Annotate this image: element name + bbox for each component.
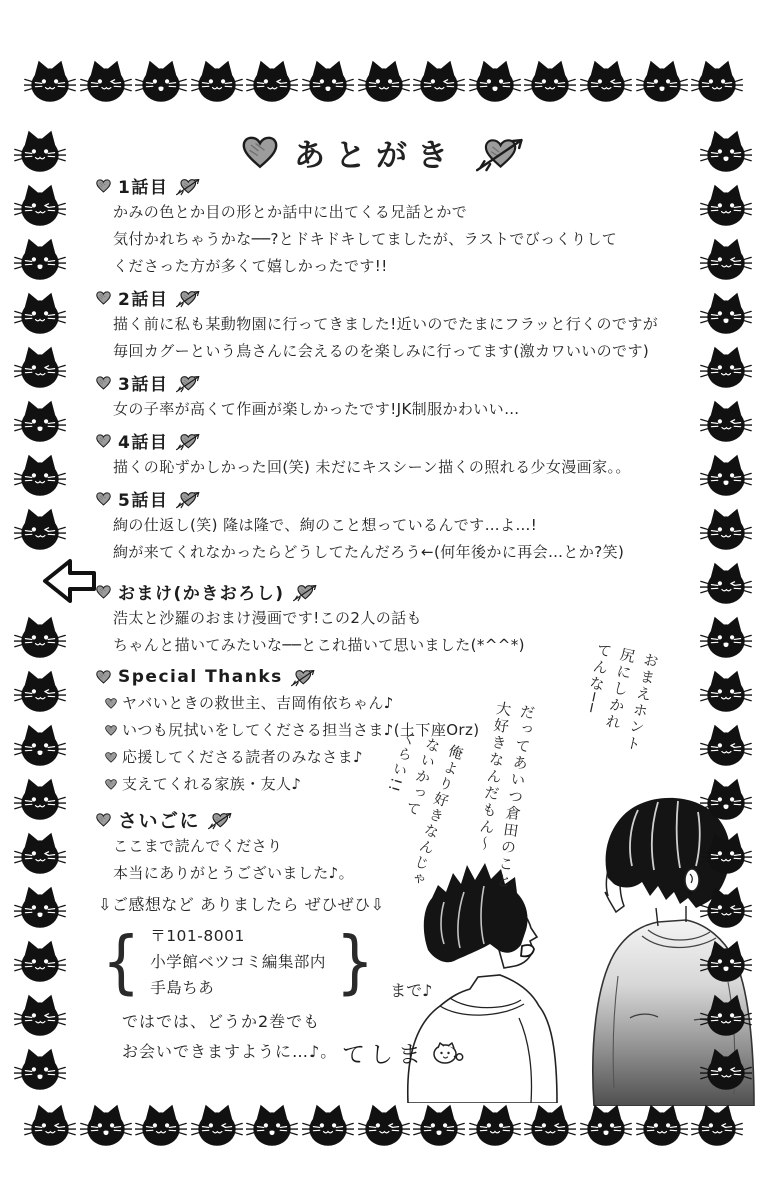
black-cat-face-icon <box>246 1102 298 1148</box>
black-cat-face-icon <box>14 506 66 552</box>
section-heading <box>96 427 671 454</box>
black-cat-face-icon <box>191 58 243 104</box>
black-cat-face-icon <box>700 668 752 714</box>
black-cat-face-icon <box>14 128 66 174</box>
heart-icon <box>96 179 111 193</box>
heart-arrow-icon <box>175 373 201 393</box>
heart-icon <box>242 136 278 169</box>
heart-arrow-icon <box>290 667 316 687</box>
section-text-line: 描くの恥ずかしかった回(笑) 未だにキスシーン描くの照れる少女漫画家。。 <box>113 458 631 476</box>
heart-arrow-icon <box>175 176 201 196</box>
black-cat-face-icon <box>14 236 66 282</box>
black-cat-face-icon <box>302 1102 354 1148</box>
signature-text: てしま <box>342 1042 426 1068</box>
black-cat-face-icon <box>469 58 521 104</box>
black-cat-face-icon <box>700 614 752 660</box>
black-cat-face-icon <box>700 884 752 930</box>
black-cat-face-icon <box>700 560 752 606</box>
section-heading <box>96 172 671 199</box>
section-heading <box>96 369 671 396</box>
feedback-request-line: ⇩ご感想など ありましたら ぜひぜひ⇩ <box>98 895 385 914</box>
section-text-line: くださった方が多くて嬉しかったです!! <box>113 257 388 275</box>
black-cat-face-icon <box>700 398 752 444</box>
section-heading <box>96 578 671 605</box>
mailing-address <box>102 923 671 1001</box>
black-cat-face-icon <box>14 668 66 714</box>
black-cat-face-icon <box>636 1102 688 1148</box>
black-cat-face-icon <box>14 290 66 336</box>
black-cat-face-icon <box>700 236 752 282</box>
right-brace: } <box>335 921 375 1003</box>
section-7 <box>96 663 671 798</box>
page-title-text: あとがき <box>294 138 458 174</box>
black-cat-face-icon <box>580 1102 632 1148</box>
black-cat-face-icon <box>700 290 752 336</box>
closing-line-1: ではでは、どうか2巻でも <box>122 1012 321 1031</box>
heart-arrow-icon <box>474 133 526 173</box>
black-cat-face-icon <box>14 938 66 984</box>
heart-icon <box>96 492 111 506</box>
thanks-item-text: ヤバいときの救世主、吉岡侑依ちゃん♪ <box>122 694 394 712</box>
black-cat-face-icon <box>524 1102 576 1148</box>
section-heading <box>96 663 671 690</box>
section-heading-text: 2話目 <box>118 290 169 310</box>
section-4 <box>96 427 671 481</box>
section-heading-text: 4話目 <box>118 433 169 453</box>
closing-line-2: お会いできますように…♪。 <box>122 1042 338 1061</box>
section-heading-text: さいごに <box>118 810 201 832</box>
black-cat-face-icon <box>700 938 752 984</box>
left-arrow-icon <box>42 556 98 606</box>
black-cat-face-icon <box>358 1102 410 1148</box>
black-cat-face-icon <box>191 1102 243 1148</box>
black-cat-face-icon <box>524 58 576 104</box>
address-publisher: 小学館ベツコミ編集部内 <box>150 953 326 971</box>
heart-arrow-icon <box>175 431 201 451</box>
black-cat-face-icon <box>700 452 752 498</box>
section-1 <box>96 172 671 280</box>
section-heading-text: おまけ(かきおろし) <box>118 584 285 604</box>
black-cat-face-icon <box>14 452 66 498</box>
black-cat-face-icon <box>358 58 410 104</box>
address-lines <box>150 923 326 1001</box>
black-cat-face-icon <box>80 58 132 104</box>
section-list <box>96 172 671 887</box>
black-cat-face-icon <box>413 58 465 104</box>
section-text-line: 女の子率が高くて作画が楽しかったです!JK制服かわいい… <box>113 400 520 418</box>
black-cat-face-icon <box>14 992 66 1038</box>
left-brace: { <box>102 921 141 1003</box>
section-3 <box>96 369 671 423</box>
section-text-line: 気付かれちゃうかな──?とドキドキしてましたが、ラストでびっくりして <box>113 230 618 248</box>
black-cat-face-icon <box>636 58 688 104</box>
thanks-item <box>96 771 671 798</box>
thanks-item-text: 応援してくださる読者のみなさま♪ <box>122 748 363 766</box>
thanks-item <box>96 690 671 717</box>
heart-arrow-icon <box>175 288 201 308</box>
heart-arrow-icon <box>207 810 233 830</box>
black-cat-face-icon <box>469 1102 521 1148</box>
black-cat-face-icon <box>80 1102 132 1148</box>
heart-icon <box>96 434 111 448</box>
heart-arrow-icon <box>292 582 318 602</box>
signature-doodle-face-icon <box>431 1039 465 1067</box>
heart-arrow-icon <box>175 489 201 509</box>
section-heading-text: 3話目 <box>118 375 169 395</box>
section-heading-text: 1話目 <box>118 178 169 198</box>
section-text-line: 描く前に私も某動物園に行ってきました!近いのでたまにフラッと行くのですが <box>113 315 659 333</box>
section-text-line: かみの色とか目の形とか話中に出てくる兄話とかで <box>113 203 468 221</box>
speech-small-boy-reason: だってあいつ倉田のこと 大好きなんだもん〜 <box>474 699 538 891</box>
section-heading-text: 5話目 <box>118 491 169 511</box>
black-cat-face-icon <box>14 884 66 930</box>
black-cat-face-icon <box>135 1102 187 1148</box>
heart-icon <box>96 376 111 390</box>
author-signature <box>342 1036 465 1069</box>
black-cat-face-icon <box>14 344 66 390</box>
speech-small-boy-more: 俺より好きなんじゃ ないかって くらい!! <box>383 728 465 889</box>
black-cat-face-icon <box>135 58 187 104</box>
black-cat-face-icon <box>14 722 66 768</box>
black-cat-face-icon <box>14 398 66 444</box>
black-cat-face-icon <box>413 1102 465 1148</box>
section-text-line: 本当にありがとうございました♪。 <box>113 864 354 882</box>
section-heading <box>96 284 671 311</box>
speech-tall-boy: おまえホント 尻にしかれ てんな── <box>581 640 662 755</box>
section-text-line: 絢が来てくれなかったらどうしてたんだろう←(何年後かに再会…とか?笑) <box>113 543 625 561</box>
heart-icon <box>96 670 111 684</box>
black-cat-face-icon <box>14 776 66 822</box>
black-cat-face-icon <box>691 1102 743 1148</box>
black-cat-face-icon <box>700 776 752 822</box>
section-text-line: 浩太と沙羅のおまけ漫画です!この2人の話も <box>113 609 422 627</box>
black-cat-face-icon <box>700 722 752 768</box>
section-heading <box>96 806 671 833</box>
heart-icon <box>105 779 117 790</box>
black-cat-face-icon <box>700 182 752 228</box>
address-author-name: 手島ちあ <box>150 979 215 997</box>
heart-icon <box>105 698 117 709</box>
thanks-item-text: いつも尻拭いをしてくださる担当さま♪(土下座Orz) <box>122 721 480 739</box>
black-cat-face-icon <box>14 182 66 228</box>
black-cat-face-icon <box>14 1046 66 1092</box>
section-2 <box>96 284 671 365</box>
address-postal-code: 〒101-8001 <box>150 927 245 945</box>
section-5 <box>96 485 671 566</box>
section-text-line: 絢の仕返し(笑) 隆は隆で、絢のこと想っているんです…よ…! <box>113 516 538 534</box>
heart-icon <box>96 585 111 599</box>
section-text-line: ちゃんと描いてみたいな──とこれ描いて思いました(*^^*) <box>113 636 525 654</box>
section-heading <box>96 485 671 512</box>
page-title <box>242 130 526 175</box>
thanks-item <box>96 717 671 744</box>
black-cat-face-icon <box>700 344 752 390</box>
section-text-line: 毎回カグーという鳥さんに会えるのを楽しみに行ってます(激カワいいのです) <box>113 342 650 360</box>
black-cat-face-icon <box>700 830 752 876</box>
address-suffix: まで♪ <box>390 981 433 1000</box>
section-heading-text: Special Thanks <box>118 666 283 687</box>
section-6 <box>96 578 671 659</box>
heart-icon <box>105 725 117 736</box>
black-cat-face-icon <box>302 58 354 104</box>
black-cat-face-icon <box>700 1046 752 1092</box>
black-cat-face-icon <box>700 506 752 552</box>
afterword-content <box>96 172 671 1067</box>
thanks-item <box>96 744 671 771</box>
black-cat-face-icon <box>24 1102 76 1148</box>
black-cat-face-icon <box>700 992 752 1038</box>
heart-icon <box>105 752 117 763</box>
black-cat-face-icon <box>24 58 76 104</box>
black-cat-face-icon <box>700 128 752 174</box>
black-cat-face-icon <box>691 58 743 104</box>
black-cat-face-icon <box>14 830 66 876</box>
black-cat-face-icon <box>580 58 632 104</box>
section-8 <box>96 806 671 887</box>
section-text-line: ここまで読んでくださり <box>113 837 283 855</box>
heart-icon <box>96 813 111 827</box>
thanks-item-text: 支えてくれる家族・友人♪ <box>122 775 302 793</box>
black-cat-face-icon <box>14 614 66 660</box>
heart-icon <box>96 291 111 305</box>
black-cat-face-icon <box>246 58 298 104</box>
